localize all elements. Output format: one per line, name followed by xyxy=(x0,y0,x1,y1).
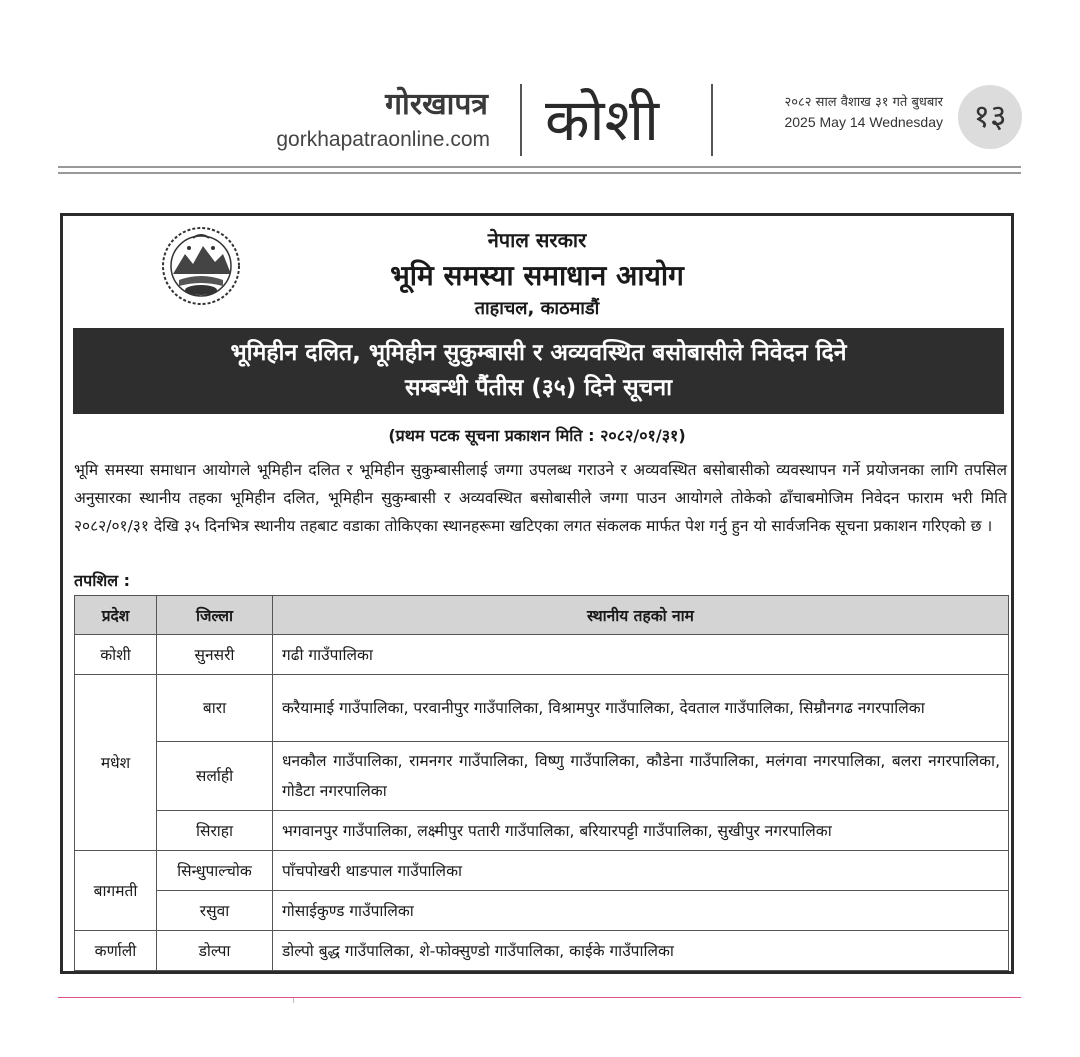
province-cell: कोशी xyxy=(75,635,157,675)
province-cell: मधेश xyxy=(75,675,157,851)
table-row xyxy=(75,675,1009,742)
district-cell: रसुवा xyxy=(157,891,273,931)
local-level-cell: धनकौल गाउँपालिका, रामनगर गाउँपालिका, विष्णु गाउँपालिका, कौडेना गाउँपालिका, मलंगवा नगरपालिका, बलरा नगरपालिका, गोडैटा नगरपालिका xyxy=(273,742,1009,811)
commission-name: भूमि समस्या समाधान आयोग xyxy=(390,259,684,292)
local-level-cell: करैयामाई गाउँपालिका, परवानीपुर गाउँपालिका, विश्रामपुर गाउँपालिका, देवताल गाउँपालिका, सिम्रौनगढ नगरपालिका xyxy=(273,675,1009,742)
column-header-district: जिल्ला xyxy=(157,596,273,635)
table-row xyxy=(75,931,1009,971)
local-level-cell: गढी गाउँपालिका xyxy=(273,635,1009,675)
footer-rule xyxy=(58,997,1021,998)
newspaper-logo: गोरखापत्र xyxy=(385,87,488,122)
local-levels-table xyxy=(74,595,1009,971)
date-nepali: २०८२ साल वैशाख ३१ गते बुधबार xyxy=(784,95,943,110)
header-rule xyxy=(58,172,1021,174)
page-number: १३ xyxy=(958,85,1022,149)
table-header-row xyxy=(75,596,1009,635)
district-cell: बारा xyxy=(157,675,273,742)
local-level-cell: डोल्पो बुद्ध गाउँपालिका, शे-फोक्सुण्डो गाउँपालिका, काईके गाउँपालिका xyxy=(273,931,1009,971)
column-header-local-level: स्थानीय तहको नाम xyxy=(273,596,1009,635)
column-header-province: प्रदेश xyxy=(75,596,157,635)
local-level-cell: भगवानपुर गाउँपालिका, लक्ष्मीपुर पतारी गाउँपालिका, बरियारपट्टी गाउँपालिका, सुखीपुर नगरपालिका xyxy=(273,811,1009,851)
table-row xyxy=(75,891,1009,931)
province-cell: बागमती xyxy=(75,851,157,931)
header-rule xyxy=(58,166,1021,168)
district-cell: सर्लाही xyxy=(157,742,273,811)
schedule-label: तपशिल : xyxy=(74,571,131,590)
table-row xyxy=(75,635,1009,675)
district-cell: सिराहा xyxy=(157,811,273,851)
district-cell: डोल्पा xyxy=(157,931,273,971)
government-name: नेपाल सरकार xyxy=(487,228,587,252)
website-url: gorkhapatraonline.com xyxy=(276,128,490,151)
divider xyxy=(711,84,713,156)
public-notice xyxy=(60,213,1014,974)
district-cell: सुनसरी xyxy=(157,635,273,675)
local-level-cell: पाँचपोखरी थाङपाल गाउँपालिका xyxy=(273,851,1009,891)
headline-line-2: सम्बन्धी पैंतीस (३५) दिने सूचना xyxy=(404,375,673,401)
footer-tick xyxy=(293,998,294,1003)
table-row xyxy=(75,742,1009,811)
publication-date: (प्रथम पटक सूचना प्रकाशन मिति : २०८२/०१/३१) xyxy=(388,426,686,445)
local-level-cell: गोसाईकुण्ड गाउँपालिका xyxy=(273,891,1009,931)
divider xyxy=(520,84,522,156)
table-row xyxy=(75,811,1009,851)
masthead xyxy=(0,0,1080,170)
notice-body: भूमि समस्या समाधान आयोगले भूमिहीन दलित र भूमिहीन सुकुम्बासीलाई जग्गा उपलब्ध गराउने र अव्यवस्थित बसोबासीको व्यवस्थापन गर्ने प्रयोजनका लागि तपसिल अनुसारका स्थानीय तहका भूमिहीन दलित, भूमिहीन सुकुम्बासी र अव्यवस्थित बसोबासीले जग्गा पाउन आयोगले तोकेको ढाँचाबमोजिम निवेदन फाराम भरी मिति २०८२/०१/३१ देखि ३५ दिनभित्र स्थानीय तहबाट वडाका तोकिएका स्थानहरूमा खटिएका लगत संकलक मार्फत पेश गर्नु हुन यो सार्वजनिक सूचना प्रकाशन गरिएको छ । xyxy=(74,461,1007,535)
section-title: कोशी xyxy=(545,86,660,154)
district-cell: सिन्धुपाल्चोक xyxy=(157,851,273,891)
headline-line-1: भूमिहीन दलित, भूमिहीन सुकुम्बासी र अव्यवस्थित बसोबासीले निवेदन दिने xyxy=(230,340,847,366)
province-cell: कर्णाली xyxy=(75,931,157,971)
notice-headline xyxy=(73,328,1004,414)
table-row xyxy=(75,851,1009,891)
date-english: 2025 May 14 Wednesday xyxy=(784,114,943,130)
office-location: ताहाचल, काठमाडौं xyxy=(474,298,600,319)
